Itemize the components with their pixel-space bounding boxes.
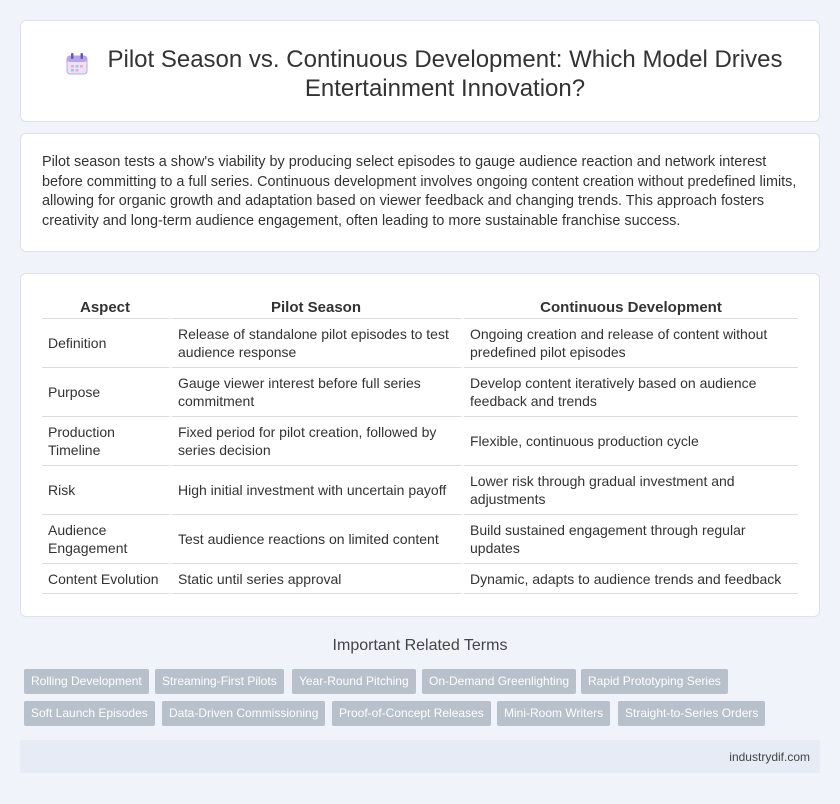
footer [20,740,820,773]
related-term-tag[interactable]: Soft Launch Episodes [24,701,155,726]
related-term-tag[interactable]: Proof-of-Concept Releases [332,701,491,726]
summary-text: Pilot season tests a show's viability by producing select episodes to gauge audience reaction and network interest before committing to a full series. Continuous development involves ongoing content creation without predefined limits, allowing for organic growth and adaptation based on viewer feedback and changing trends. This approach fosters creativity and long-term audience engagement, often leading to more sustainable franchise success. [42,154,797,229]
table-cell: Test audience reactions on limited content [172,515,464,564]
related-terms-heading: Important Related Terms [332,637,508,654]
title-card [20,20,820,122]
header-continuous-development: Continuous Development [464,296,798,319]
calendar-icon [64,51,90,77]
related-term-tag[interactable]: Straight-to-Series Orders [618,701,765,726]
table-cell: Build sustained engagement through regular updates [464,515,798,564]
comparison-card [20,273,820,617]
summary-card [20,133,820,252]
table-cell: Gauge viewer interest before full series commitment [172,368,464,417]
table-row [42,564,798,594]
table-cell: Develop content iteratively based on audience feedback and trends [464,368,798,417]
page-title: Pilot Season vs. Continuous Development: Which Model Drives Entertainment Innovation? [107,46,783,102]
table-cell: Release of standalone pilot episodes to test audience response [172,319,464,368]
table-header-row [42,296,798,319]
related-term-tag[interactable]: Rolling Development [24,669,149,694]
table-cell: Definition [42,319,172,368]
related-term-tag[interactable]: Year-Round Pitching [292,669,416,694]
header-aspect: Aspect [42,296,172,319]
table-cell: Lower risk through gradual investment and adjustments [464,466,798,515]
table-row [42,515,798,564]
table-cell: Audience Engagement [42,515,172,564]
comparison-table [42,296,798,594]
table-cell: Static until series approval [172,564,464,594]
table-row [42,368,798,417]
related-term-tag[interactable]: Streaming-First Pilots [155,669,284,694]
table-row [42,319,798,368]
footer-site-link[interactable]: industrydif.com [729,750,810,764]
table-cell: Content Evolution [42,564,172,594]
table-cell: Purpose [42,368,172,417]
table-cell: Ongoing creation and release of content without predefined pilot episodes [464,319,798,368]
table-cell: High initial investment with uncertain payoff [172,466,464,515]
related-term-tag[interactable]: Data-Driven Commissioning [162,701,325,726]
related-term-tag[interactable]: Mini-Room Writers [497,701,610,726]
related-term-tag[interactable]: Rapid Prototyping Series [581,669,728,694]
table-row [42,466,798,515]
table-cell: Flexible, continuous production cycle [464,417,798,466]
table-cell: Dynamic, adapts to audience trends and feedback [464,564,798,594]
table-cell: Fixed period for pilot creation, followed by series decision [172,417,464,466]
header-pilot-season: Pilot Season [172,296,464,319]
related-term-tag[interactable]: On-Demand Greenlighting [422,669,576,694]
table-cell: Risk [42,466,172,515]
table-cell: Production Timeline [42,417,172,466]
table-row [42,417,798,466]
